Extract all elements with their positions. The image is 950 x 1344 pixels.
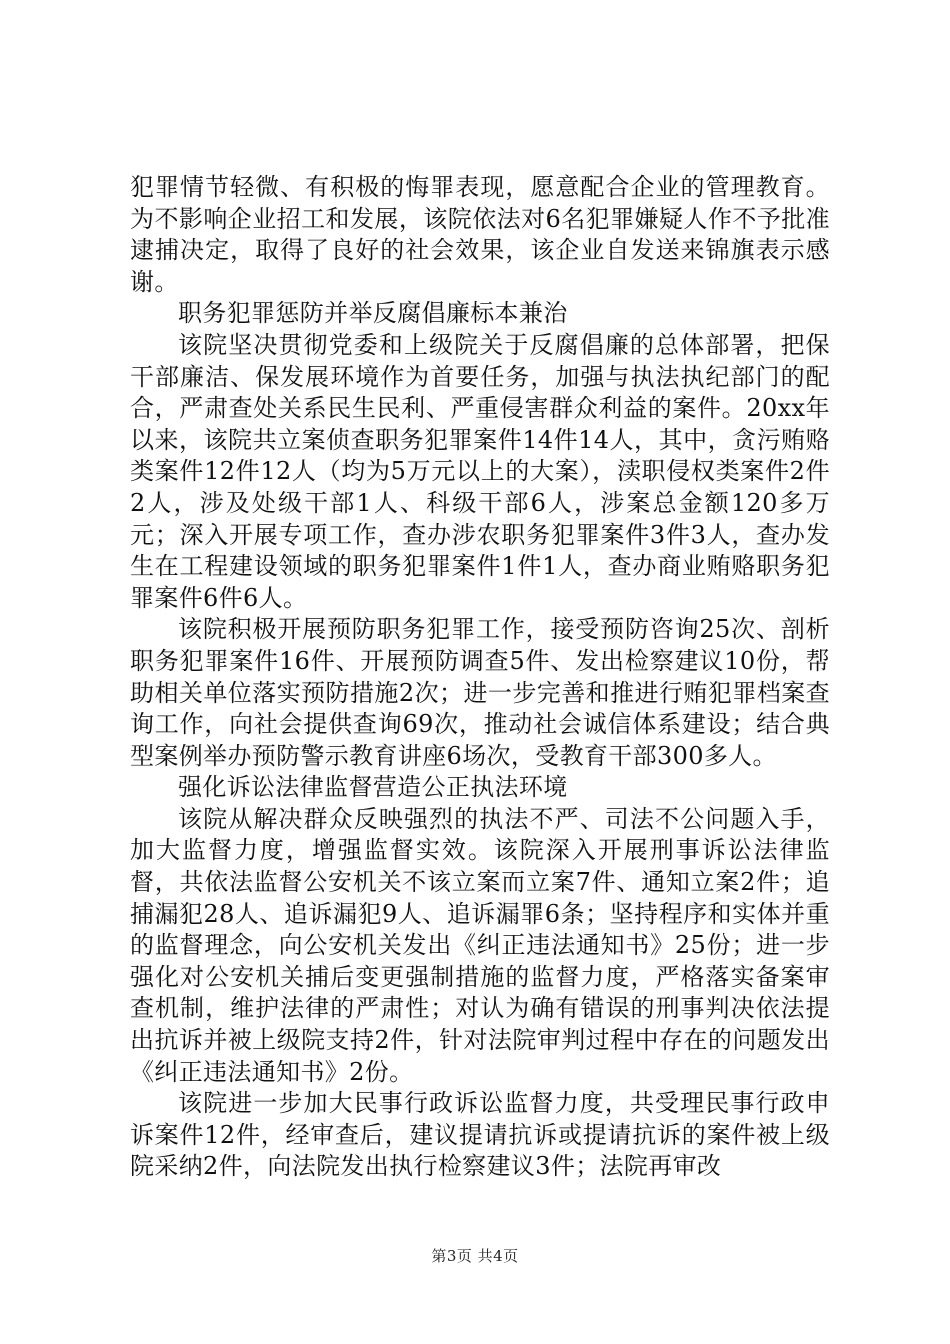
paragraph-prevention-work: 该院积极开展预防职务犯罪工作，接受预防咨询25次、剖析职务犯罪案件16件、开展预防调查5件、发出检察建议10份，帮助相关单位落实预防措施2次；进一步完善和推进行贿犯罪档案查询工作，向社会提供查询69次，推动社会诚信体系建设；结合典型案例举办预防警示教育讲座6场次，受教育干部300多人。 [130, 615, 830, 770]
document-body [130, 172, 830, 1183]
paragraph-criminal-supervision: 该院从解决群众反映强烈的执法不严、司法不公问题入手，加大监督力度，增强监督实效。该院深入开展刑事诉讼法律监督，共依法监督公安机关不该立案而立案7件、通知立案2件；追捕漏犯28人、追诉漏犯9人、追诉漏罪6条；坚持程序和实体并重的监督理念，向公安机关发出《纠正违法通知书》25份；进一步强化对公安机关捕后变更强制措施的监督力度，严格落实备案审查机制，维护法律的严肃性；对认为确有错误的刑事判决依法提出抗诉并被上级院支持2件，针对法院审判过程中存在的问题发出《纠正违法通知书》2份。 [130, 804, 830, 1086]
paragraph-case-investigation: 该院坚决贯彻党委和上级院关于反腐倡廉的总体部署，把保干部廉洁、保发展环境作为首要任务，加强与执法执纪部门的配合，严肃查处关系民生民利、严重侵害群众利益的案件。20xx年以来，该院共立案侦查职务犯罪案件14件14人，其中，贪污贿赂类案件12件12人（均为5万元以上的大案），渎职侵权类案件2件2人，涉及处级干部1人、科级干部6人，涉案总金额120多万元；深入开展专项工作，查办涉农职务犯罪案件3件3人，查办发生在工程建设领域的职务犯罪案件1件1人，查办商业贿赂职务犯罪案件6件6人。 [130, 330, 830, 612]
paragraph-continuation: 犯罪情节轻微、有积极的悔罪表现，愿意配合企业的管理教育。为不影响企业招工和发展，该院依法对6名犯罪嫌疑人作不予批准逮捕决定，取得了良好的社会效果，该企业自发送来锦旗表示感谢。 [130, 173, 830, 296]
paragraph-civil-supervision: 该院进一步加大民事行政诉讼监督力度，共受理民事行政申诉案件12件，经审查后，建议提请抗诉或提请抗诉的案件被上级院采纳2件，向法院发出执行检察建议3件；法院再审改 [130, 1089, 830, 1181]
page-footer: 第3页 共4页 [431, 1247, 519, 1265]
section-heading-anticorruption: 职务犯罪惩防并举反腐倡廉标本兼治 [178, 299, 568, 328]
section-heading-litigation-supervision: 强化诉讼法律监督营造公正执法环境 [178, 773, 568, 802]
